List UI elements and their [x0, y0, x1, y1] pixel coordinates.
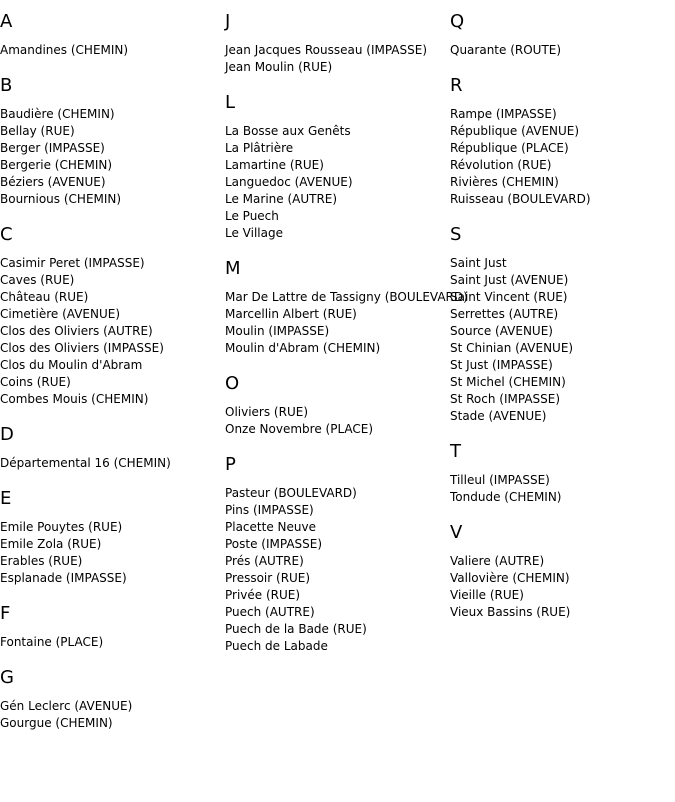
street-link[interactable]: Emile Pouytes (RUE): [0, 520, 123, 534]
letter-group: [225, 11, 450, 76]
street-link[interactable]: St Michel (CHEMIN): [450, 375, 566, 389]
street-link[interactable]: Bournious (CHEMIN): [0, 192, 122, 206]
letter-heading: T: [450, 441, 461, 462]
letter-group: [450, 75, 675, 208]
street-link[interactable]: Amandines (CHEMIN): [0, 43, 129, 57]
index-column-3: [450, 11, 675, 637]
letter-group: [225, 454, 450, 655]
letter-heading: L: [225, 92, 236, 113]
letter-heading: G: [0, 667, 14, 688]
street-link[interactable]: Vieux Bassins (RUE): [450, 605, 571, 619]
letter-group: [225, 92, 450, 242]
street-link[interactable]: Puech de Labade: [225, 639, 328, 653]
street-link[interactable]: Jean Moulin (RUE): [225, 60, 333, 74]
letter-group: [450, 224, 675, 425]
letter-heading: R: [450, 75, 463, 96]
letter-group: [450, 522, 675, 621]
street-link[interactable]: Puech de la Bade (RUE): [225, 622, 367, 636]
street-link[interactable]: Serrettes (AUTRE): [450, 307, 559, 321]
street-link[interactable]: Source (AVENUE): [450, 324, 553, 338]
street-link[interactable]: Le Puech: [225, 209, 279, 223]
index-column-2: [225, 11, 468, 671]
letter-heading: D: [0, 424, 14, 445]
letter-group: [0, 424, 225, 472]
street-link[interactable]: Pasteur (BOULEVARD): [225, 486, 357, 500]
street-link[interactable]: St Roch (IMPASSE): [450, 392, 561, 406]
street-link[interactable]: Saint Just (AVENUE): [450, 273, 569, 287]
street-link[interactable]: Moulin (IMPASSE): [225, 324, 330, 338]
letter-heading: S: [450, 224, 462, 245]
street-link[interactable]: Caves (RUE): [0, 273, 75, 287]
street-link[interactable]: Ruisseau (BOULEVARD): [450, 192, 591, 206]
street-link[interactable]: Le Village: [225, 226, 283, 240]
letter-heading: B: [0, 75, 13, 96]
street-link[interactable]: Départemental 16 (CHEMIN): [0, 456, 171, 470]
street-link[interactable]: Casimir Peret (IMPASSE): [0, 256, 145, 270]
letter-heading: F: [0, 603, 11, 624]
street-link[interactable]: Prés (AUTRE): [225, 554, 304, 568]
street-link[interactable]: La Bosse aux Genêts: [225, 124, 351, 138]
street-link[interactable]: Saint Vincent (RUE): [450, 290, 568, 304]
letter-heading: C: [0, 224, 13, 245]
letter-heading: P: [225, 454, 236, 475]
letter-group: [0, 667, 225, 732]
street-link[interactable]: Erables (RUE): [0, 554, 83, 568]
street-link[interactable]: Clos des Oliviers (AUTRE): [0, 324, 153, 338]
letter-group: [0, 75, 225, 208]
letter-group: [0, 488, 225, 587]
street-link[interactable]: Lamartine (RUE): [225, 158, 324, 172]
street-link[interactable]: Gourgue (CHEMIN): [0, 716, 113, 730]
street-link[interactable]: Bellay (RUE): [0, 124, 75, 138]
street-link[interactable]: Coins (RUE): [0, 375, 71, 389]
street-link[interactable]: Clos des Oliviers (IMPASSE): [0, 341, 164, 355]
street-link[interactable]: République (PLACE): [450, 141, 569, 155]
letter-heading: Q: [450, 11, 465, 32]
street-link[interactable]: Oliviers (RUE): [225, 405, 308, 419]
street-link[interactable]: Berger (IMPASSE): [0, 141, 105, 155]
letter-group: [0, 224, 225, 408]
street-link[interactable]: Le Marine (AUTRE): [225, 192, 338, 206]
street-link[interactable]: Quarante (ROUTE): [450, 43, 562, 57]
letter-heading: M: [225, 258, 241, 279]
letter-heading: E: [0, 488, 12, 509]
street-link[interactable]: Privée (RUE): [225, 588, 301, 602]
street-link[interactable]: Valiere (AUTRE): [450, 554, 545, 568]
street-link[interactable]: Poste (IMPASSE): [225, 537, 323, 551]
street-link[interactable]: St Just (IMPASSE): [450, 358, 553, 372]
letter-group: [225, 373, 450, 438]
letter-heading: J: [225, 11, 231, 32]
letter-group: [225, 258, 468, 357]
street-link[interactable]: Tondude (CHEMIN): [450, 490, 562, 504]
street-link[interactable]: Rampe (IMPASSE): [450, 107, 557, 121]
letter-heading: A: [0, 11, 13, 32]
street-link[interactable]: Béziers (AVENUE): [0, 175, 106, 189]
street-link[interactable]: Moulin d'Abram (CHEMIN): [225, 341, 381, 355]
street-link[interactable]: République (AVENUE): [450, 124, 580, 138]
street-link[interactable]: Jean Jacques Rousseau (IMPASSE): [225, 43, 428, 57]
street-link[interactable]: Vallovière (CHEMIN): [450, 571, 570, 585]
street-link[interactable]: Pins (IMPASSE): [225, 503, 314, 517]
street-link[interactable]: Rivières (CHEMIN): [450, 175, 559, 189]
street-link[interactable]: Saint Just: [450, 256, 507, 270]
street-link[interactable]: Mar De Lattre de Tassigny (BOULEVARD): [225, 290, 468, 304]
street-link[interactable]: Château (RUE): [0, 290, 89, 304]
street-link[interactable]: Clos du Moulin d'Abram: [0, 358, 143, 372]
letter-heading: O: [225, 373, 240, 394]
street-link[interactable]: Fontaine (PLACE): [0, 635, 104, 649]
street-link[interactable]: Stade (AVENUE): [450, 409, 547, 423]
street-link[interactable]: St Chinian (AVENUE): [450, 341, 574, 355]
letter-group: [450, 441, 675, 506]
letter-heading: V: [450, 522, 463, 543]
letter-group: [450, 11, 675, 59]
street-link[interactable]: Esplanade (IMPASSE): [0, 571, 127, 585]
street-link[interactable]: Languedoc (AVENUE): [225, 175, 353, 189]
street-link[interactable]: Vieille (RUE): [450, 588, 524, 602]
letter-group: [0, 11, 225, 59]
letter-group: [0, 603, 225, 651]
street-link[interactable]: Onze Novembre (PLACE): [225, 422, 374, 436]
index-column-1: [0, 11, 225, 748]
street-link[interactable]: Emile Zola (RUE): [0, 537, 102, 551]
street-link[interactable]: Puech (AUTRE): [225, 605, 315, 619]
street-link[interactable]: Pressoir (RUE): [225, 571, 311, 585]
street-link[interactable]: Gén Leclerc (AVENUE): [0, 699, 133, 713]
street-link[interactable]: Révolution (RUE): [450, 158, 552, 172]
street-link[interactable]: Combes Mouis (CHEMIN): [0, 392, 149, 406]
street-link[interactable]: Placette Neuve: [225, 520, 316, 534]
street-link[interactable]: Cimetière (AVENUE): [0, 307, 121, 321]
street-link[interactable]: La Plâtrière: [225, 141, 294, 155]
street-link[interactable]: Tilleul (IMPASSE): [450, 473, 550, 487]
street-link[interactable]: Bergerie (CHEMIN): [0, 158, 113, 172]
street-link[interactable]: Marcellin Albert (RUE): [225, 307, 357, 321]
street-link[interactable]: Baudière (CHEMIN): [0, 107, 115, 121]
